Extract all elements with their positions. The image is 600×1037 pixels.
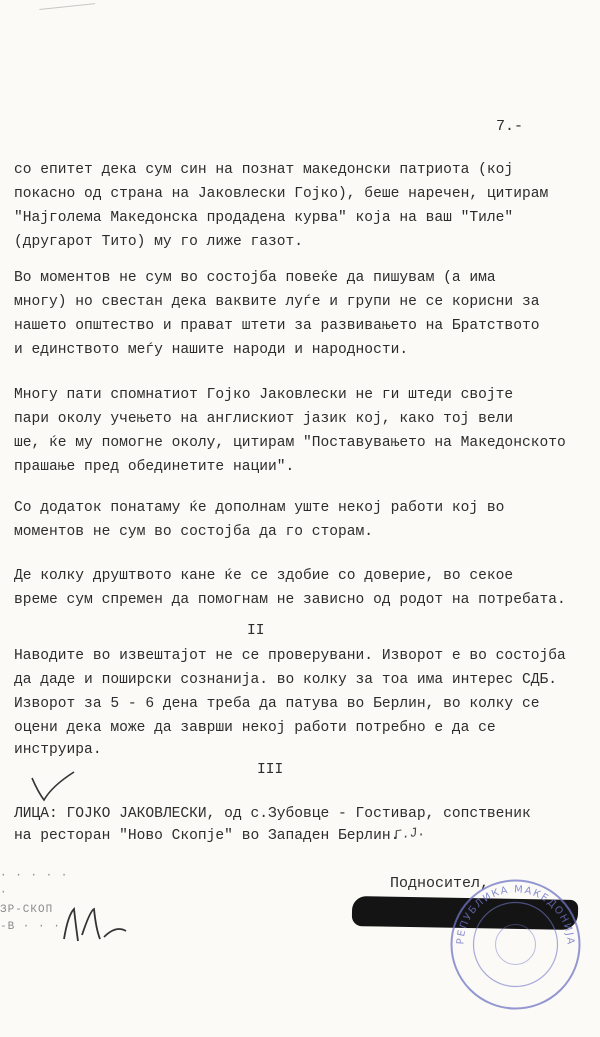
svg-text:РЕПУБЛИКА МАКЕДОНИЈА xyxy=(455,884,575,946)
body-line: (другарот Тито) му го лиже газот. xyxy=(14,234,304,250)
page-number: 7.- xyxy=(496,118,524,135)
body-line: покасно од страна на Јаковлески Гојко), беше наречен, цитирам xyxy=(14,186,549,202)
body-line: пари околу учењето на англискиот јазик кој, како тој вели xyxy=(14,411,514,427)
body-line: нашето општество и прават штети за развивањето на Братството xyxy=(14,318,540,334)
body-line: и единството меѓу нашите народи и народности. xyxy=(14,342,409,358)
body-line: моментов не сум во состојба да го сторам. xyxy=(14,524,374,540)
body-line: Многу пати спомнатиот Гојко Јаковлески не ги штеди своjте xyxy=(14,387,514,403)
body-line: Со додаток понатаму ќе дополнам уште некој работи кој во xyxy=(14,500,505,516)
left-stamp-line: -В · · · xyxy=(0,921,61,933)
body-line: ше, ќе му помогне околу, цитирам "Поставувањето на Македонското xyxy=(14,435,566,451)
body-line: Де колку друштвото кане ќе се здобие со доверие, во секое xyxy=(14,568,514,584)
handwritten-initials: Г.Ј. xyxy=(393,823,427,844)
body-line: оцени дека може да заврши некој работи потребно е да се xyxy=(14,720,496,736)
body-line: "Најголема Македонска продадена курва" која на ваш "Тиле" xyxy=(14,210,514,226)
section-numeral-iii: III xyxy=(257,762,284,778)
handwritten-scribble xyxy=(60,905,130,945)
body-line: на ресторан "Ново Скопје" во Западен Берлин. xyxy=(14,828,400,844)
body-line: Наводите во извештајот не се проверувани. Изворот е во состојба xyxy=(14,648,566,664)
official-seal xyxy=(448,877,583,1012)
body-line: време сум спремен да помогнам не зависно од родот на потребата. xyxy=(14,592,566,608)
left-stamp-line: ЗР-СКОП xyxy=(0,904,54,916)
body-line: да даде и поширски сознанија. во колку за тоа има интерес СДБ. xyxy=(14,672,557,688)
body-line: Во моментов не сум во состојба повеќе да пишувам (а има xyxy=(14,270,496,286)
body-line: многу) но свестан дека ваквите луѓе и групи не се корисни за xyxy=(14,294,540,310)
body-line: Изворот за 5 - 6 дена треба да патува во Берлин, во колку се xyxy=(14,696,540,712)
body-line: прашање пред обединетите нации". xyxy=(14,459,295,475)
section-numeral-ii: II xyxy=(247,623,265,639)
handwritten-checkmark xyxy=(28,770,78,804)
left-stamp-line: · · · · · · xyxy=(0,870,69,899)
corner-pencil-mark xyxy=(39,3,96,24)
body-line: со епитет дека сум син на познат македонски патриота (кој xyxy=(14,162,514,178)
seal-text: РЕПУБЛИКА МАКЕДОНИЈА xyxy=(455,884,576,947)
body-line: инструира. xyxy=(14,742,102,758)
closing-signatory: Подносител, xyxy=(390,875,490,892)
body-line: ЛИЦА: ГОЈКО ЈАКОВЛЕСКИ, од с.Зубовце - Гостивар, сопственик xyxy=(14,806,531,822)
